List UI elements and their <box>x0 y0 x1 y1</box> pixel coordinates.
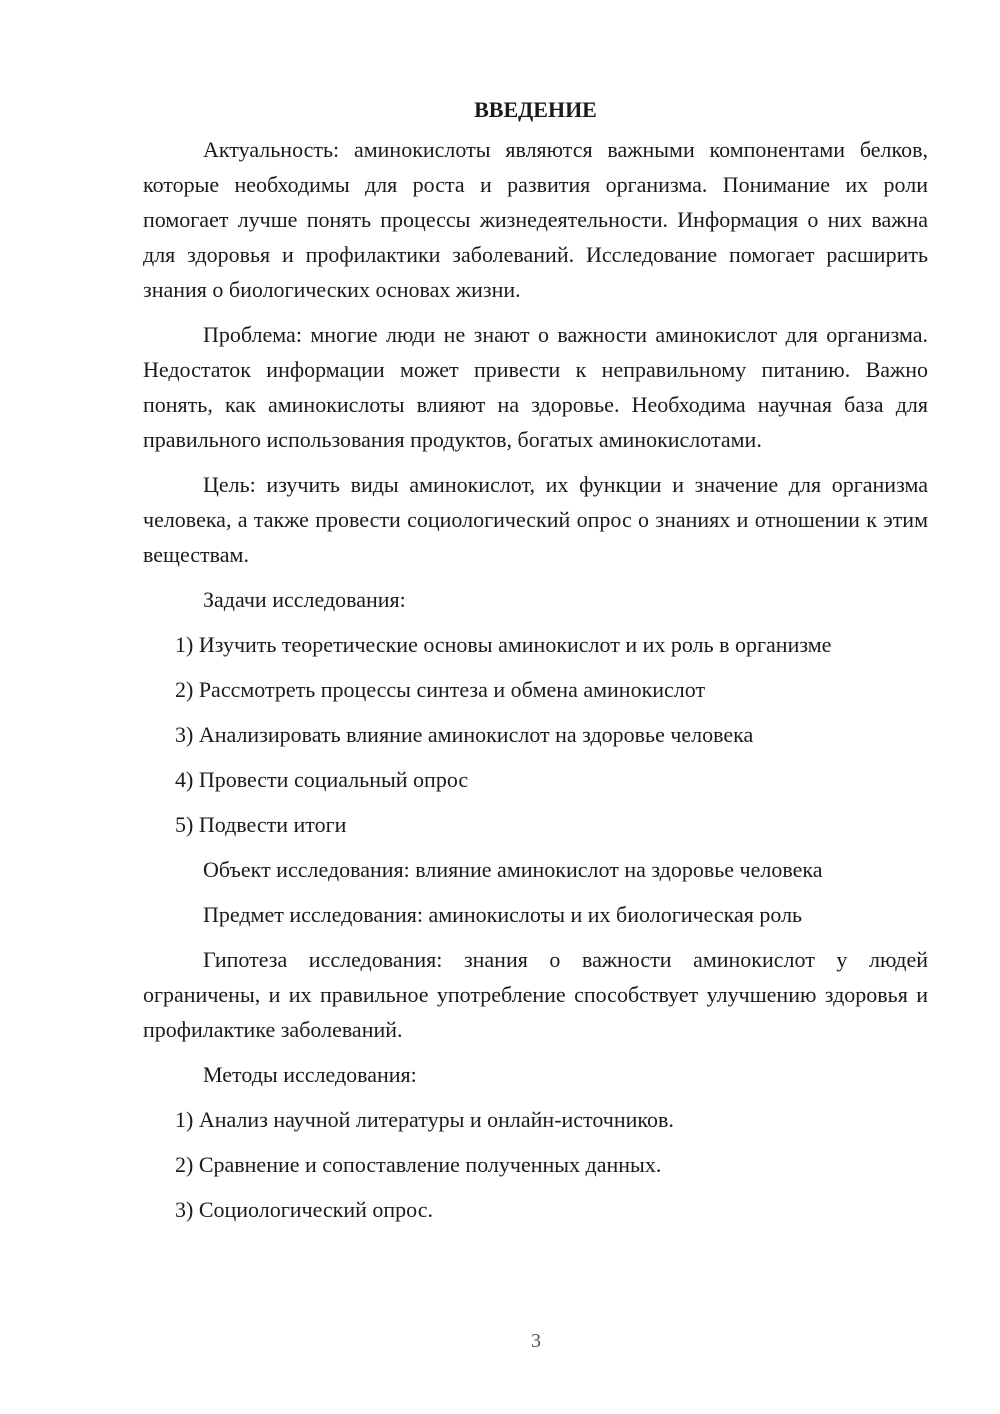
list-item: 3) Анализировать влияние аминокислот на здоровье человека <box>175 722 754 747</box>
methods-list <box>143 1102 928 1227</box>
relevance-paragraph: Актуальность: аминокислоты являются важными компонентами белков, которые необходимы для роста и развития организма. Понимание их роли помогает лучше понять процессы жизнедеятельности. Информация о них важна для здоровья и профилактики заболеваний. Исследование помогает расширить знания о биологических основах жизни. <box>143 137 928 302</box>
methods-heading: Методы исследования: <box>203 1062 417 1087</box>
tasks-list <box>143 627 928 842</box>
problem-paragraph: Проблема: многие люди не знают о важности аминокислот для организма. Недостаток информации может привести к неправильному питанию. Важно понять, как аминокислоты влияют на здоровье. Необходима научная база для правильного использования продуктов, богатых аминокислотами. <box>143 322 928 452</box>
list-item: 5) Подвести итоги <box>175 812 347 837</box>
list-item: 1) Изучить теоретические основы аминокислот и их роль в организме <box>175 632 832 657</box>
page-number: 3 <box>531 1330 541 1352</box>
hypothesis-paragraph: Гипотеза исследования: знания о важности аминокислот у людей ограничены, и их правильное употребление способствует улучшению здоровья и профилактике заболеваний. <box>143 947 928 1042</box>
tasks-heading: Задачи исследования: <box>203 587 406 612</box>
page-title: ВВЕДЕНИЕ <box>474 97 597 122</box>
list-item: 4) Провести социальный опрос <box>175 767 469 792</box>
list-item: 2) Рассмотреть процессы синтеза и обмена аминокислот <box>175 677 706 702</box>
list-item: 3) Социологический опрос. <box>175 1197 433 1222</box>
goal-paragraph: Цель: изучить виды аминокислот, их функции и значение для организма человека, а также провести социологический опрос о знаниях и отношении к этим веществам. <box>143 472 928 567</box>
list-item: 2) Сравнение и сопоставление полученных данных. <box>175 1152 662 1177</box>
list-item: 1) Анализ научной литературы и онлайн-источников. <box>175 1107 674 1132</box>
research-subject: Предмет исследования: аминокислоты и их биологическая роль <box>203 902 803 927</box>
research-object: Объект исследования: влияние аминокислот на здоровье человека <box>203 857 823 882</box>
document-page <box>143 92 928 1237</box>
